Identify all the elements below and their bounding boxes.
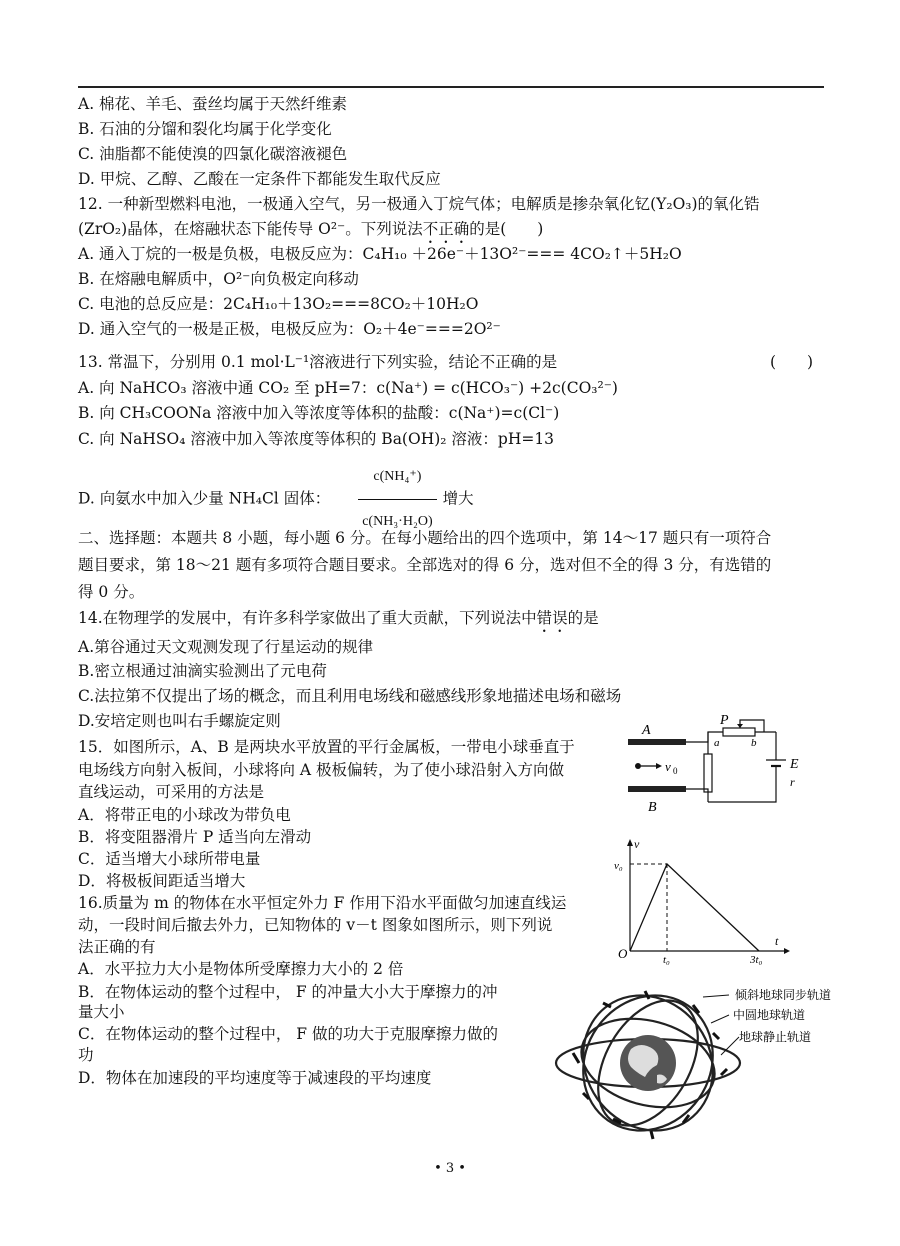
orbit-illustration [553, 983, 832, 1143]
orbit-label-geo: 地球静止轨道 [739, 1030, 812, 1044]
svg-text:B: B [648, 800, 657, 815]
q16-vt-graph [612, 836, 792, 966]
q14-option-d: D.安培定则也叫右手螺旋定则 [78, 712, 281, 730]
svg-text:v₀: v₀ [614, 860, 623, 872]
resistor [704, 754, 712, 792]
svg-text:r: r [790, 775, 795, 789]
section2-line2: 题目要求，第 18～21 题有多项符合题目要求。全部选对的得 6 分，选对但不全的得 3 分，有选错的 [78, 556, 772, 574]
q13-stem: 13. 常温下，分别用 0.1 mol·L⁻¹溶液进行下列实验，结论不正确的是 [78, 353, 558, 371]
q16-option-d: D．物体在加速段的平均速度等于减速段的平均速度 [78, 1069, 432, 1087]
q13-fraction: $\frac{\text{c(NH₄⁺)}}{\text{c(NH₃·H₂O)}}$ [358, 455, 436, 544]
q14-option-c: C.法拉第不仅提出了场的概念，而且利用电场线和磁感线形象地描述电场和磁场 [78, 687, 622, 705]
q12-option-d: D. 通入空气的一极是正极，电极反应为：O₂＋4e⁻===2O²⁻ [78, 320, 501, 338]
svg-text:v: v [634, 837, 640, 851]
svg-text:E: E [790, 757, 799, 772]
q16-stem-line2: 动，一段时间后撤去外力，已知物体的 v－t 图象如图所示，则下列说 [78, 916, 553, 934]
svg-text:3t₀: 3t₀ [750, 954, 763, 966]
q14-option-a: A.第谷通过天文观测发现了行星运动的规律 [78, 638, 374, 656]
q13-option-b: B. 向 CH₃COONa 溶液中加入等浓度等体积的盐酸：c(Na⁺)=c(Cl⁻) [78, 404, 560, 422]
q12-stem-line2: (ZrO₂)晶体，在熔融状态下能传导 O²⁻。下列说法不正确的是( ) [78, 220, 544, 238]
q11-option-c: C. 油脂都不能使溴的四氯化碳溶液褪色 [78, 145, 348, 163]
q15-option-c: C．适当增大小球所带电量 [78, 850, 261, 868]
q16-option-a: A．水平拉力大小是物体所受摩擦力大小的 2 倍 [78, 960, 404, 978]
q12-emphasis: 不正确 [422, 220, 470, 238]
q12-option-a: A. 通入丁烷的一极是负极，电极反应为：C₄H₁₀ ＋26e⁻＋13O²⁻=== 4CO₂↑＋5H₂O [78, 245, 682, 263]
q15-option-b: B．将变阻器滑片 P 适当向左滑动 [78, 828, 312, 846]
q13-answer-paren: ( ) [770, 353, 814, 371]
q15-stem-line2: 电场线方向射入板间，小球将向 A 极板偏转，为了使小球沿射入方向做 [78, 761, 565, 779]
q12-stem-line1: 12. 一种新型燃料电池，一极通入空气，另一极通入丁烷气体；电解质是掺杂氧化钇(Y₂O₃)的氧化锆 [78, 195, 760, 213]
charged-ball [635, 763, 641, 769]
svg-text:0: 0 [673, 766, 678, 776]
rheostat [723, 728, 755, 736]
header-rule [78, 86, 824, 88]
q12-option-c: C. 电池的总反应是：2C₄H₁₀＋13O₂===8CO₂＋10H₂O [78, 295, 479, 313]
svg-text:t₀: t₀ [663, 954, 670, 966]
q16-stem-line1: 16.质量为 m 的物体在水平恒定外力 F 作用下沿水平面做匀加速直线运 [78, 894, 567, 912]
q16-option-b-line2: 量大小 [78, 1003, 125, 1021]
q15-circuit-figure [628, 714, 803, 814]
svg-text:A: A [642, 723, 651, 738]
plate-a [628, 739, 686, 745]
q11-option-d: D. 甲烷、乙醇、乙酸在一定条件下都能发生取代反应 [78, 170, 441, 188]
q13-option-a: A. 向 NaHCO₃ 溶液中通 CO₂ 至 pH=7：c(Na⁺) = c(HCO₃⁻) +2c(CO₃²⁻) [78, 379, 618, 397]
q15-option-d: D．将极板间距适当增大 [78, 872, 246, 890]
q16-option-c-line1: C．在物体运动的整个过程中， F 做的功大于克服摩擦力做的 [78, 1025, 498, 1043]
section2-line1: 二、选择题：本题共 8 小题，每小题 6 分。在每小题给出的四个选项中，第 14～17 题只有一项符合 [78, 529, 772, 547]
q15-option-a: A．将带正电的小球改为带负电 [78, 806, 291, 824]
q14-stem: 14.在物理学的发展中，有许多科学家做出了重大贡献，下列说法中错误的是 [78, 609, 599, 627]
q16-stem-line3: 法正确的有 [78, 938, 156, 956]
svg-text:b: b [751, 737, 757, 749]
q11-option-b: B. 石油的分馏和裂化均属于化学变化 [78, 120, 332, 138]
svg-text:O: O [618, 946, 628, 961]
q14-emphasis: 错误 [536, 609, 568, 627]
q13-option-c: C. 向 NaHSO₄ 溶液中加入等浓度等体积的 Ba(OH)₂ 溶液：pH=13 [78, 430, 555, 448]
q15-stem-line1: 15．如图所示，A、B 是两块水平放置的平行金属板，一带电小球垂直于 [78, 738, 575, 756]
svg-text:t: t [775, 934, 779, 948]
q16-option-c-line2: 功 [78, 1046, 94, 1064]
q16-option-b-line1: B．在物体运动的整个过程中， F 的冲量大小大于摩擦力的冲 [78, 983, 498, 1001]
svg-text:v: v [665, 759, 671, 774]
svg-text:P: P [720, 713, 729, 728]
page-number: • 3 • [434, 1161, 466, 1176]
q12-option-b: B. 在熔融电解质中，O²⁻向负极定向移动 [78, 270, 359, 288]
q14-option-b: B.密立根通过油滴实验测出了元电荷 [78, 662, 327, 680]
section2-line3: 得 0 分。 [78, 583, 145, 601]
orbit-label-meo: 中圆地球轨道 [733, 1008, 806, 1022]
q13-option-d: D. 向氨水中加入少量 NH₄Cl 固体： $\frac{\text{c(NH₄⁺)}}{\text{c(NH₃·H₂O)}}$ 增大 [78, 455, 474, 544]
svg-text:a: a [714, 737, 720, 749]
q11-option-a: A. 棉花、羊毛、蚕丝均属于天然纤维素 [78, 95, 348, 113]
orbit-label-igso: 倾斜地球同步轨道 [735, 988, 832, 1002]
plate-b [628, 786, 686, 792]
q15-stem-line3: 直线运动，可采用的方法是 [78, 783, 265, 801]
velocity-line [630, 864, 759, 951]
